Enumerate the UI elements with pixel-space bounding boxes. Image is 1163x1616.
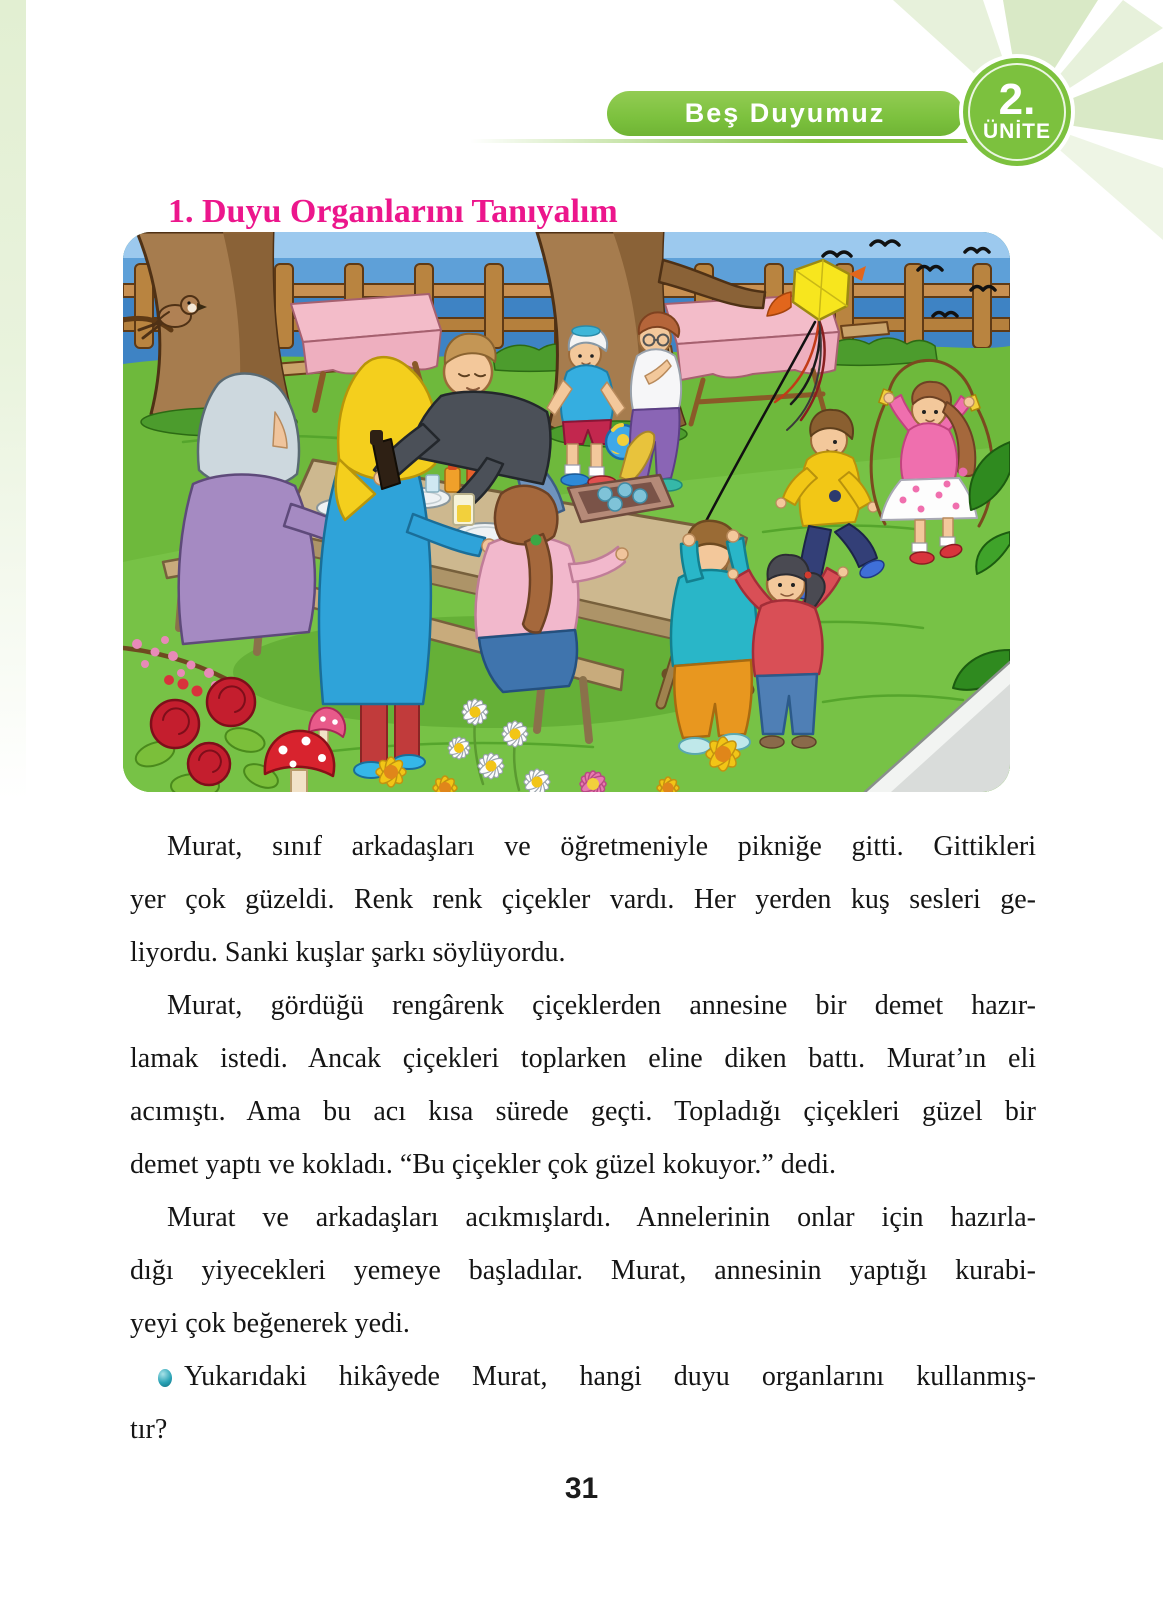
section-title: 1. Duyu Organlarını Tanıyalım [168,192,618,230]
unit-label: ÜNİTE [983,120,1051,143]
text-line: Murat, gördüğü rengârenk çiçeklerden annesine bir demet hazır- [167,990,1036,1021]
story-text [130,820,1036,1456]
text-line: demet yaptı ve kokladı. “Bu çiçekler çok güzel kokuyor.” dedi. [130,1149,836,1180]
text-line: lamak istedi. Ancak çiçekleri toplarken eline diken battı. Murat’ın eli [130,1043,1036,1074]
text-line: yeyi çok beğenerek yedi. [130,1308,410,1339]
picnic-illustration [123,232,1010,792]
text-line: tır? [130,1414,168,1445]
unit-number: 2. [998,75,1036,124]
text-line: Murat ve arkadaşları acıkmışlardı. Annelerinin onlar için hazırla- [167,1202,1036,1233]
bullet-icon [158,1369,172,1387]
paragraph [130,979,1036,1191]
text-line: Murat, sınıf arkadaşları ve öğretmeniyle pikniğe gitti. Gittikleri [167,831,1036,862]
paragraph [130,820,1036,979]
text-line: yer çok güzeldi. Renk renk çiçekler vardı. Her yerden kuş sesleri ge- [130,884,1036,915]
text-line: dığı yiyecekleri yemeye başladılar. Murat, annesinin yaptığı kurabi- [130,1255,1036,1286]
question-paragraph [130,1350,1036,1456]
text-line: Yukarıdaki hikâyede Murat, hangi duyu organlarını kullanmış- [130,1350,1036,1403]
unit-banner [607,91,963,136]
text-line: liyordu. Sanki kuşlar şarkı söylüyordu. [130,937,566,968]
text-line: acımıştı. Ama bu acı kısa sürede geçti. Topladığı çiçekleri güzel bir [130,1096,1036,1127]
unit-badge [963,58,1071,166]
paragraph [130,1191,1036,1350]
header-underline [470,139,970,143]
page-number: 31 [564,1472,599,1505]
banner-title: Beş Duyumuz [684,98,886,128]
page-edge-gradient [0,0,26,800]
